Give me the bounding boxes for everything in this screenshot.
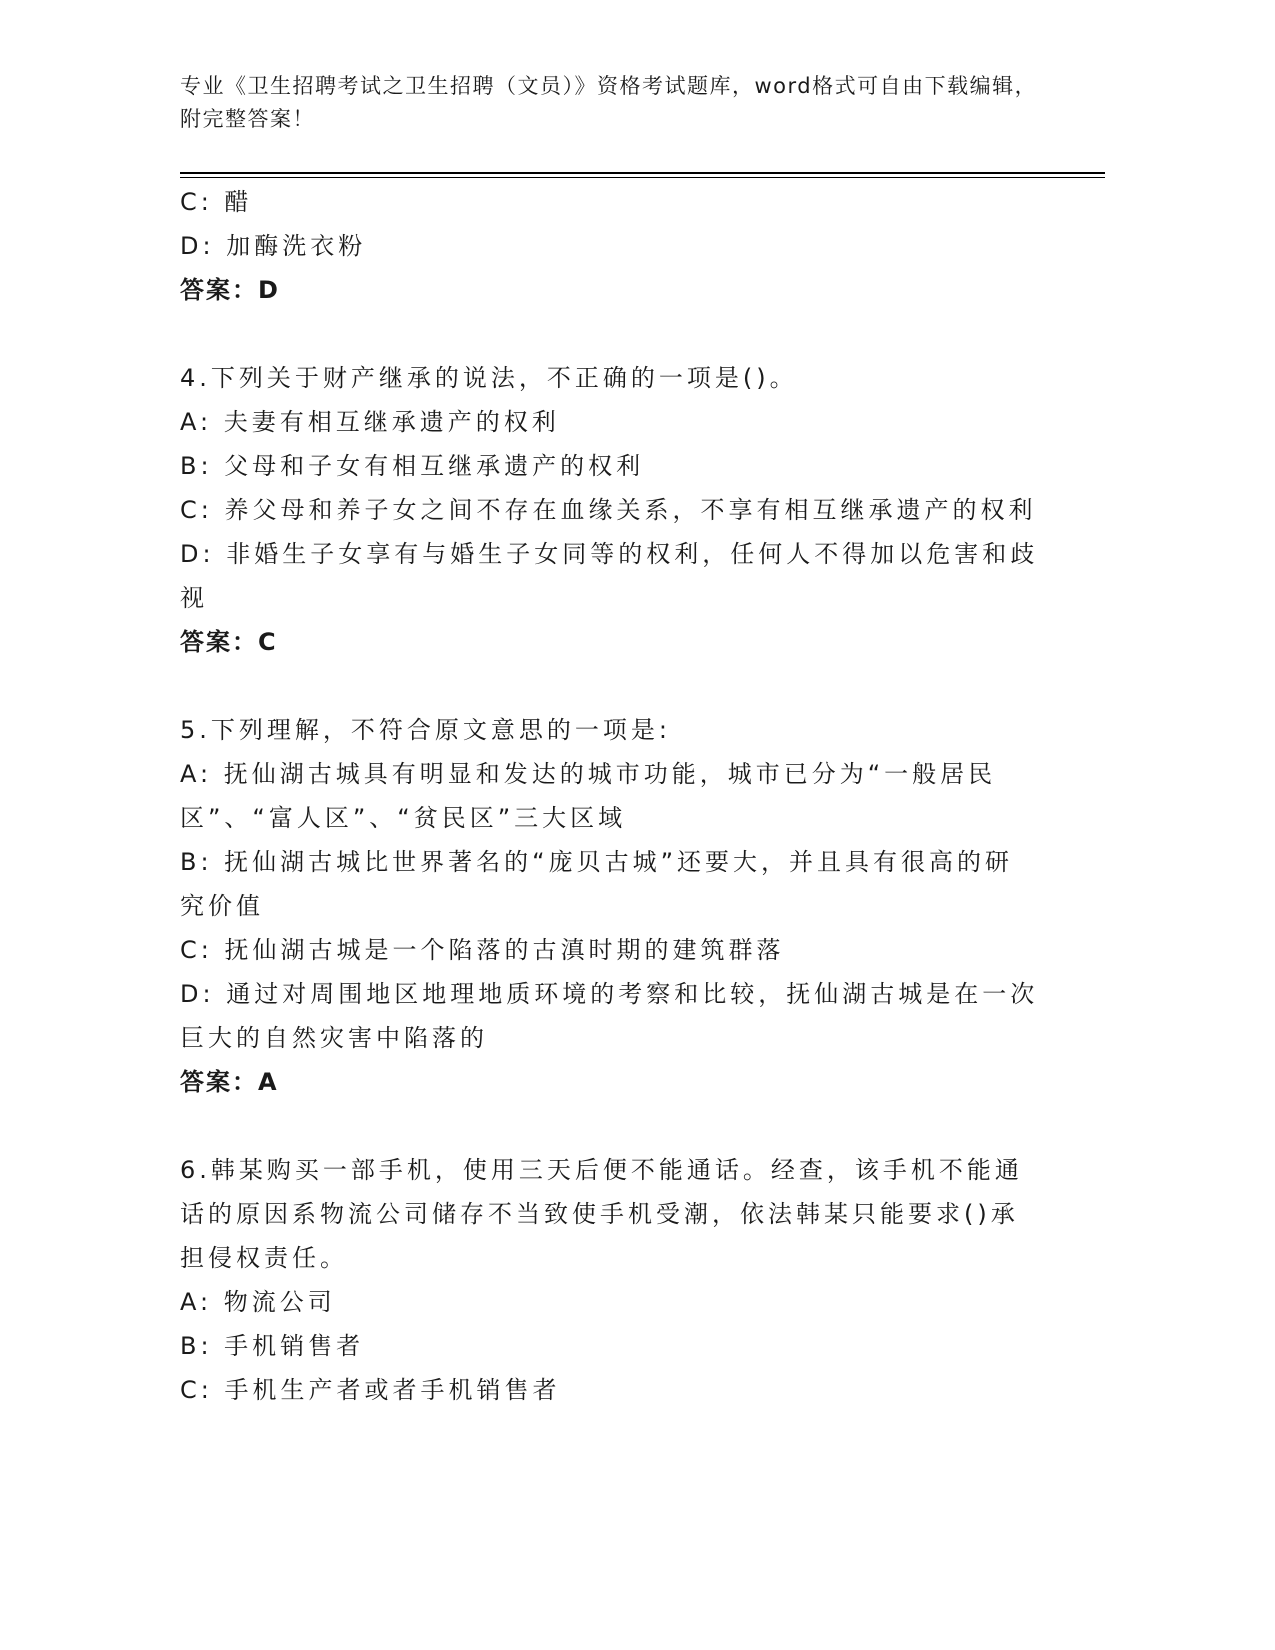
document-header — [180, 70, 1040, 136]
q3-answer: 答案：D — [180, 276, 280, 304]
q4-answer: 答案：C — [180, 628, 278, 656]
q5-option-c: C: 抚仙湖古城是一个陷落的古滇时期的建筑群落 — [180, 936, 785, 964]
question-content — [180, 180, 1040, 1412]
question-3-tail — [180, 180, 1040, 312]
q4-option-b: B: 父母和子女有相互继承遗产的权利 — [180, 452, 645, 480]
q6-stem: 6.韩某购买一部手机，使用三天后便不能通话。经查，该手机不能通话的原因系物流公司储存不当致使手机受潮，依法韩某只能要求()承担侵权责任。 — [180, 1156, 1023, 1272]
q5-option-a: A: 抚仙湖古城具有明显和发达的城市功能，城市已分为“一般居民区”、“富人区”、“贫民区”三大区域 — [180, 760, 997, 832]
q6-option-a: A: 物流公司 — [180, 1288, 336, 1316]
q5-option-d: D: 通过对周围地区地理地质环境的考察和比较，抚仙湖古城是在一次巨大的自然灾害中陷落的 — [180, 980, 1039, 1052]
q5-stem: 5.下列理解，不符合原文意思的一项是: — [180, 716, 671, 744]
q5-answer: 答案：A — [180, 1068, 279, 1096]
question-5 — [180, 708, 1040, 1104]
q6-option-c: C: 手机生产者或者手机销售者 — [180, 1376, 561, 1404]
q3-option-d: D: 加酶洗衣粉 — [180, 232, 367, 260]
q3-option-c: C: 醋 — [180, 188, 253, 216]
question-6 — [180, 1148, 1040, 1412]
q4-option-c: C: 养父母和养子女之间不存在血缘关系，不享有相互继承遗产的权利 — [180, 496, 1037, 524]
q4-option-d: D: 非婚生子女享有与婚生子女同等的权利，任何人不得加以危害和歧视 — [180, 540, 1039, 612]
q4-stem: 4.下列关于财产继承的说法，不正确的一项是()。 — [180, 364, 798, 392]
header-rule-thin — [180, 177, 1105, 178]
q5-option-b: B: 抚仙湖古城比世界著名的“庞贝古城”还要大，并且具有很高的研究价值 — [180, 848, 1014, 920]
q4-option-a: A: 夫妻有相互继承遗产的权利 — [180, 408, 560, 436]
header-rule-thick — [180, 172, 1105, 174]
header-text: 专业《卫生招聘考试之卫生招聘（文员）》资格考试题库，word格式可自由下载编辑，附完整答案！ — [180, 74, 1038, 131]
q6-option-b: B: 手机销售者 — [180, 1332, 365, 1360]
question-4 — [180, 356, 1040, 664]
